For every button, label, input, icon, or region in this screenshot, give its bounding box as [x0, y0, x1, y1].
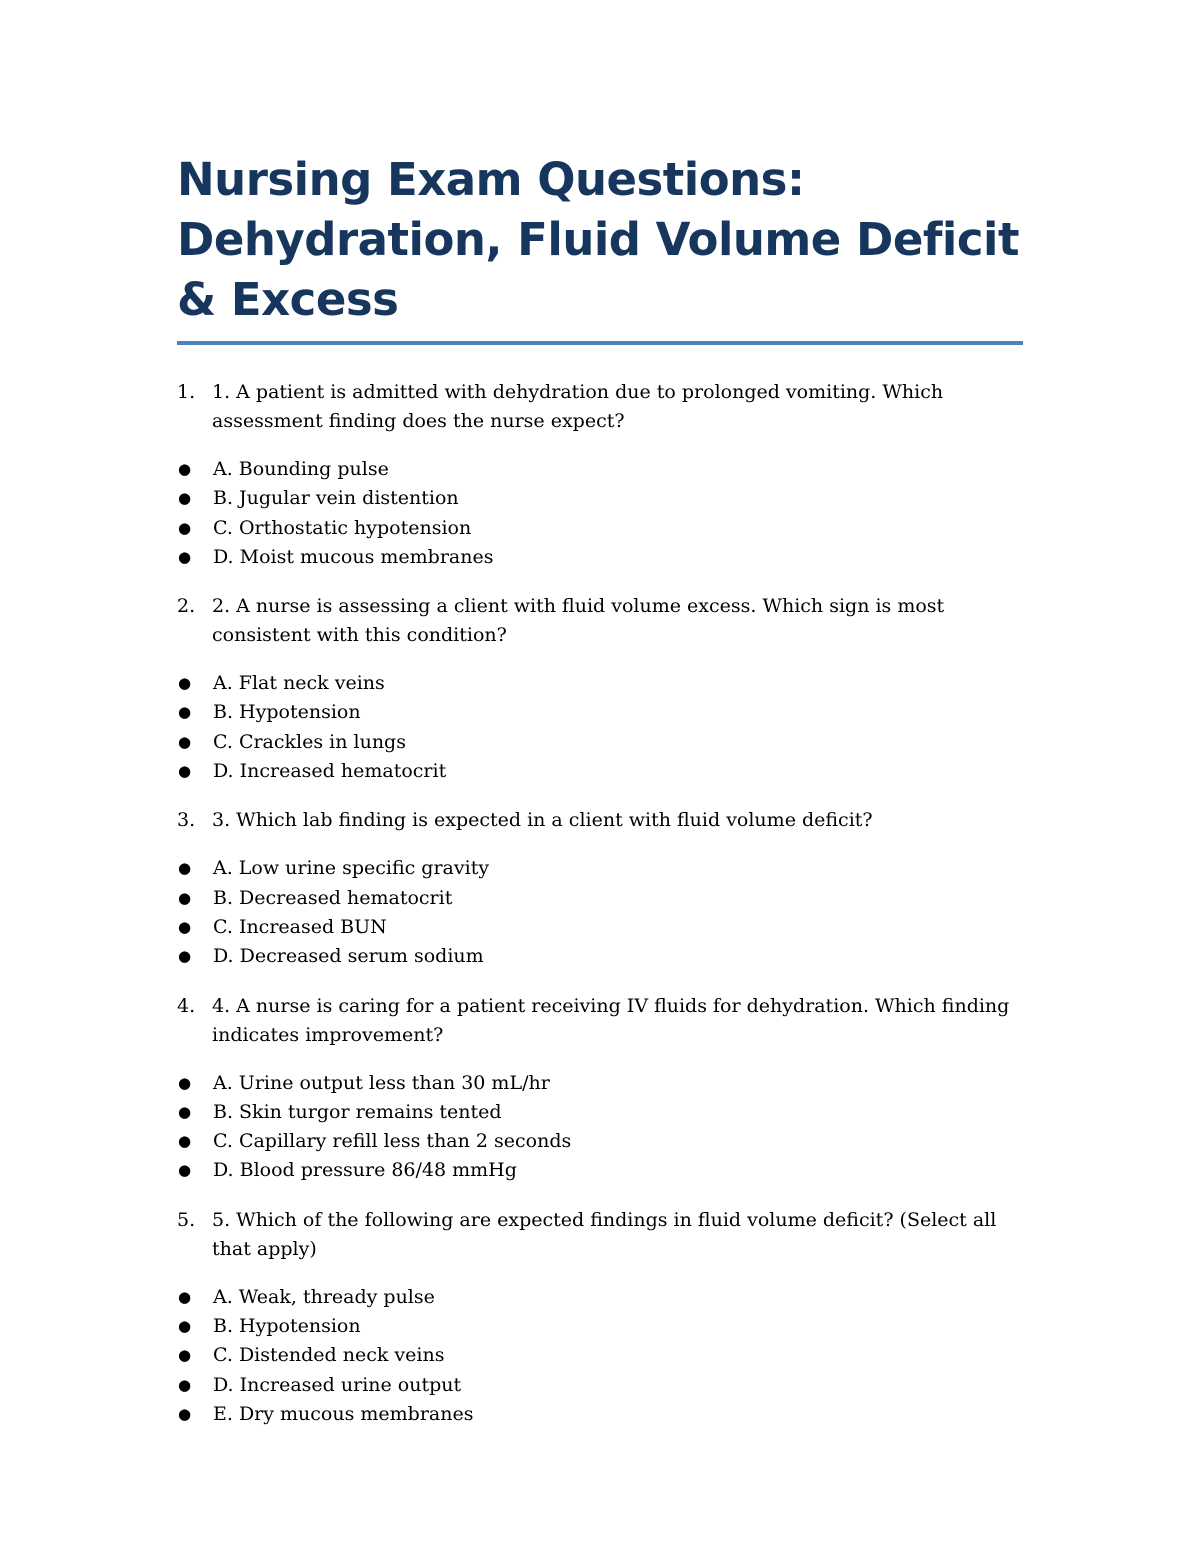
- answer-option: [177, 1371, 1023, 1400]
- answer-option: [177, 455, 1023, 484]
- answer-option-text: A. Flat neck veins: [213, 672, 385, 695]
- answer-option: [177, 884, 1023, 913]
- question-number: 2.: [177, 595, 196, 618]
- answer-option-text: C. Crackles in lungs: [213, 730, 406, 753]
- answer-option-text: E. Dry mucous membranes: [213, 1402, 474, 1425]
- answer-option-text: B. Decreased hematocrit: [213, 886, 453, 909]
- answer-option: [177, 1156, 1023, 1185]
- question-text: 4. A nurse is caring for a patient receiving IV fluids for dehydration. Which finding indicates improvement?: [212, 994, 1010, 1046]
- question-text: 3. Which lab finding is expected in a client with fluid volume deficit?: [212, 809, 873, 832]
- question: [177, 378, 1023, 436]
- answer-option: [177, 669, 1023, 698]
- question-text: 1. A patient is admitted with dehydration due to prolonged vomiting. Which assessment finding does the nurse expect?: [212, 381, 944, 432]
- bullet-icon: ●: [178, 1346, 192, 1365]
- question-text: 2. A nurse is assessing a client with fluid volume excess. Which sign is most consistent with this condition?: [212, 595, 945, 647]
- answer-option: [177, 1400, 1023, 1429]
- bullet-icon: ●: [178, 1375, 192, 1394]
- question: [177, 806, 1023, 835]
- answer-option: [177, 728, 1023, 757]
- answer-option-text: B. Skin turgor remains tented: [213, 1100, 502, 1123]
- bullet-icon: ●: [178, 732, 192, 751]
- bullet-icon: ●: [178, 1102, 192, 1121]
- answer-option: [177, 1312, 1023, 1341]
- question-block: [177, 992, 1023, 1186]
- bullet-icon: ●: [178, 859, 192, 878]
- answer-option: [177, 514, 1023, 543]
- answer-option-text: C. Capillary refill less than 2 seconds: [213, 1130, 572, 1153]
- answer-option-text: D. Moist mucous membranes: [213, 545, 494, 568]
- question-text: 5. Which of the following are expected findings in fluid volume deficit? (Select all that apply): [212, 1208, 997, 1260]
- answer-option-text: B. Jugular vein distention: [213, 487, 459, 510]
- answer-option-text: A. Urine output less than 30 mL/hr: [213, 1071, 550, 1094]
- bullet-icon: ●: [178, 947, 192, 966]
- bullet-icon: ●: [178, 460, 192, 478]
- question: [177, 1206, 1023, 1264]
- bullet-icon: ●: [178, 917, 192, 936]
- answer-option: [177, 1283, 1023, 1312]
- question-number: 1.: [177, 381, 196, 403]
- question-list: [177, 378, 1023, 1429]
- question: [177, 992, 1023, 1050]
- answer-options: [177, 1069, 1023, 1186]
- bullet-icon: ●: [178, 547, 192, 566]
- bullet-icon: ●: [178, 1132, 192, 1151]
- answer-option: [177, 1341, 1023, 1370]
- answer-option-text: D. Increased urine output: [213, 1373, 462, 1396]
- bullet-icon: ●: [178, 518, 192, 537]
- document-page: [177, 150, 1023, 1429]
- question-number: 5.: [177, 1208, 196, 1231]
- answer-option-text: B. Hypotension: [213, 701, 361, 724]
- answer-option: [177, 698, 1023, 727]
- answer-option: [177, 942, 1023, 971]
- answer-option: [177, 1098, 1023, 1127]
- answer-options: [177, 854, 1023, 971]
- bullet-icon: ●: [178, 489, 192, 508]
- bullet-icon: ●: [178, 674, 192, 693]
- question-block: [177, 592, 1023, 786]
- document-title: Nursing Exam Questions: Dehydration, Fluid Volume Deficit & Excess: [177, 153, 1019, 326]
- answer-option-text: C. Increased BUN: [213, 915, 387, 938]
- answer-option-text: C. Distended neck veins: [213, 1344, 445, 1367]
- question-block: [177, 1206, 1023, 1429]
- bullet-icon: ●: [178, 1404, 192, 1423]
- title-underline: [177, 341, 1023, 345]
- answer-option-text: C. Orthostatic hypotension: [213, 516, 472, 539]
- answer-option-text: D. Increased hematocrit: [213, 760, 447, 783]
- question-number: 4.: [177, 994, 196, 1017]
- answer-options: [177, 455, 1023, 572]
- bullet-icon: ●: [178, 1287, 192, 1306]
- bullet-icon: ●: [178, 888, 192, 907]
- answer-option-text: D. Decreased serum sodium: [213, 945, 484, 968]
- answer-option-text: B. Hypotension: [213, 1315, 361, 1338]
- answer-options: [177, 1283, 1023, 1429]
- question-block: [177, 806, 1023, 971]
- answer-option: [177, 854, 1023, 883]
- question-block: [177, 378, 1023, 572]
- answer-option: [177, 543, 1023, 572]
- answer-option-text: A. Bounding pulse: [213, 458, 389, 480]
- answer-option-text: A. Weak, thready pulse: [213, 1285, 435, 1308]
- answer-option: [177, 1127, 1023, 1156]
- bullet-icon: ●: [178, 762, 192, 781]
- bullet-icon: ●: [178, 1073, 192, 1092]
- answer-option-text: D. Blood pressure 86/48 mmHg: [213, 1159, 517, 1182]
- bullet-icon: ●: [178, 703, 192, 722]
- question-number: 3.: [177, 809, 196, 832]
- answer-option: [177, 1069, 1023, 1098]
- bullet-icon: ●: [178, 1317, 192, 1336]
- answer-option: [177, 757, 1023, 786]
- answer-option-text: A. Low urine specific gravity: [213, 857, 490, 880]
- question: [177, 592, 1023, 650]
- answer-option: [177, 484, 1023, 513]
- bullet-icon: ●: [178, 1161, 192, 1180]
- answer-options: [177, 669, 1023, 786]
- answer-option: [177, 913, 1023, 942]
